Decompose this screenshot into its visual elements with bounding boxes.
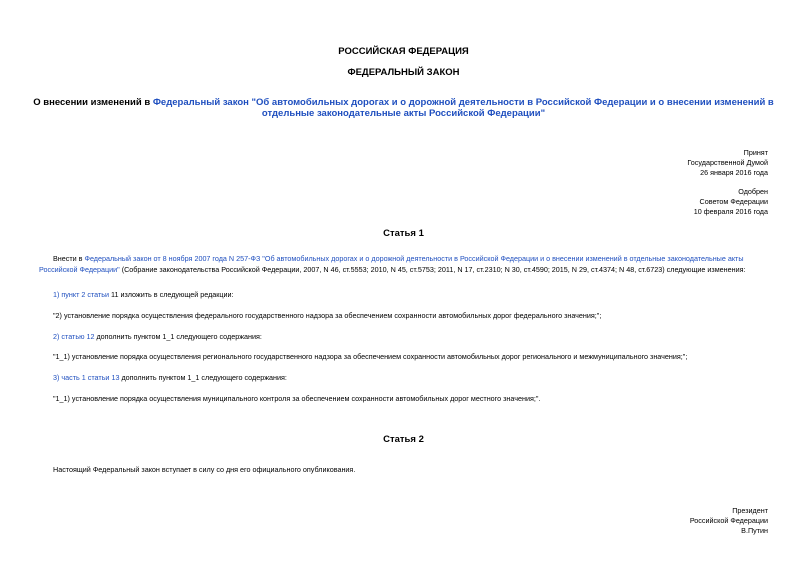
item3-link[interactable]: часть 1 статьи 13 <box>61 373 120 382</box>
article1-heading: Статья 1 <box>383 228 424 239</box>
intro-link[interactable]: Федеральный закон от 8 ноября 2007 года N 257-ФЗ "Об автомобильных дорогах и о дорожной деятельности в Российской Федерации и о внесении изменений в отдельные законодательные акты <box>84 254 744 263</box>
item1 <box>53 290 234 299</box>
approved-label: Одобрен <box>738 187 768 196</box>
adopted-date: 26 января 2016 года <box>700 168 768 177</box>
approved-body: Советом Федерации <box>699 197 768 206</box>
item1-link[interactable]: пункт 2 статьи <box>61 290 110 299</box>
signature-block <box>690 506 768 536</box>
country-heading: РОССИЙСКАЯ ФЕДЕРАЦИЯ <box>338 46 469 57</box>
title-link[interactable]: Федеральный закон "Об автомобильных дорогах и о дорожной деятельности в Российской Федерации и о внесении изменений в <box>152 97 774 108</box>
item2-link[interactable]: статью 12 <box>61 332 95 341</box>
item3-number[interactable]: 3) <box>53 373 62 382</box>
item1-number[interactable]: 1) <box>53 290 62 299</box>
article2-text: Настоящий Федеральный закон вступает в силу со дня его официального опубликования. <box>53 465 356 474</box>
law-type-heading: ФЕДЕРАЛЬНЫЙ ЗАКОН <box>347 67 460 78</box>
item2-text: дополнить пунктом 1_1 следующего содержания: <box>94 332 262 341</box>
article2-heading: Статья 2 <box>383 434 424 445</box>
signature-country: Российской Федерации <box>689 516 768 525</box>
signature-title: Президент <box>732 506 768 515</box>
signature-name: В.Путин <box>741 526 768 535</box>
item1-text: 11 изложить в следующей редакции: <box>109 290 234 299</box>
intro-link-cont[interactable]: Российской Федерации" <box>39 265 120 274</box>
item3 <box>53 373 287 382</box>
item2 <box>53 332 262 341</box>
article1-intro-line2 <box>39 265 746 274</box>
item3-text: дополнить пунктом 1_1 следующего содержания: <box>119 373 287 382</box>
approved-date: 10 февраля 2016 года <box>693 207 768 216</box>
approved-block <box>694 187 768 217</box>
article1-intro-line1 <box>53 254 744 263</box>
adopted-label: Принят <box>743 148 768 157</box>
law-title-line2[interactable]: отдельные законодательные акты Российской Федерации" <box>261 108 546 119</box>
adopted-body: Государственной Думой <box>687 158 768 167</box>
item2-quote: "1_1) установление порядка осуществления регионального государственного надзора за обеспечением сохранности автомобильных дорог регионального и межмуниципального значения;"; <box>53 352 688 361</box>
item2-number[interactable]: 2) <box>53 332 62 341</box>
item3-quote: "1_1) установление порядка осуществления муниципального контроля за обеспечением сохранности автомобильных дорог местного значения;". <box>53 394 541 403</box>
intro-suffix: (Собрание законодательства Российской Федерации, 2007, N 46, ст.5553; 2010, N 45, ст.5753; 2011, N 17, ст.2310; N 30, ст.4590; 2015, N 29, ст.4374; N 48, ст.6723) следующие изменения: <box>119 265 746 274</box>
adopted-block <box>687 148 768 178</box>
law-title-line1 <box>0 97 807 108</box>
title-prefix: О внесении изменений в <box>33 97 153 108</box>
intro-prefix: Внести в <box>53 254 85 263</box>
item1-quote: "2) установление порядка осуществления федерального государственного надзора за обеспечением сохранности автомобильных дорог федерального значения;"; <box>53 311 602 320</box>
